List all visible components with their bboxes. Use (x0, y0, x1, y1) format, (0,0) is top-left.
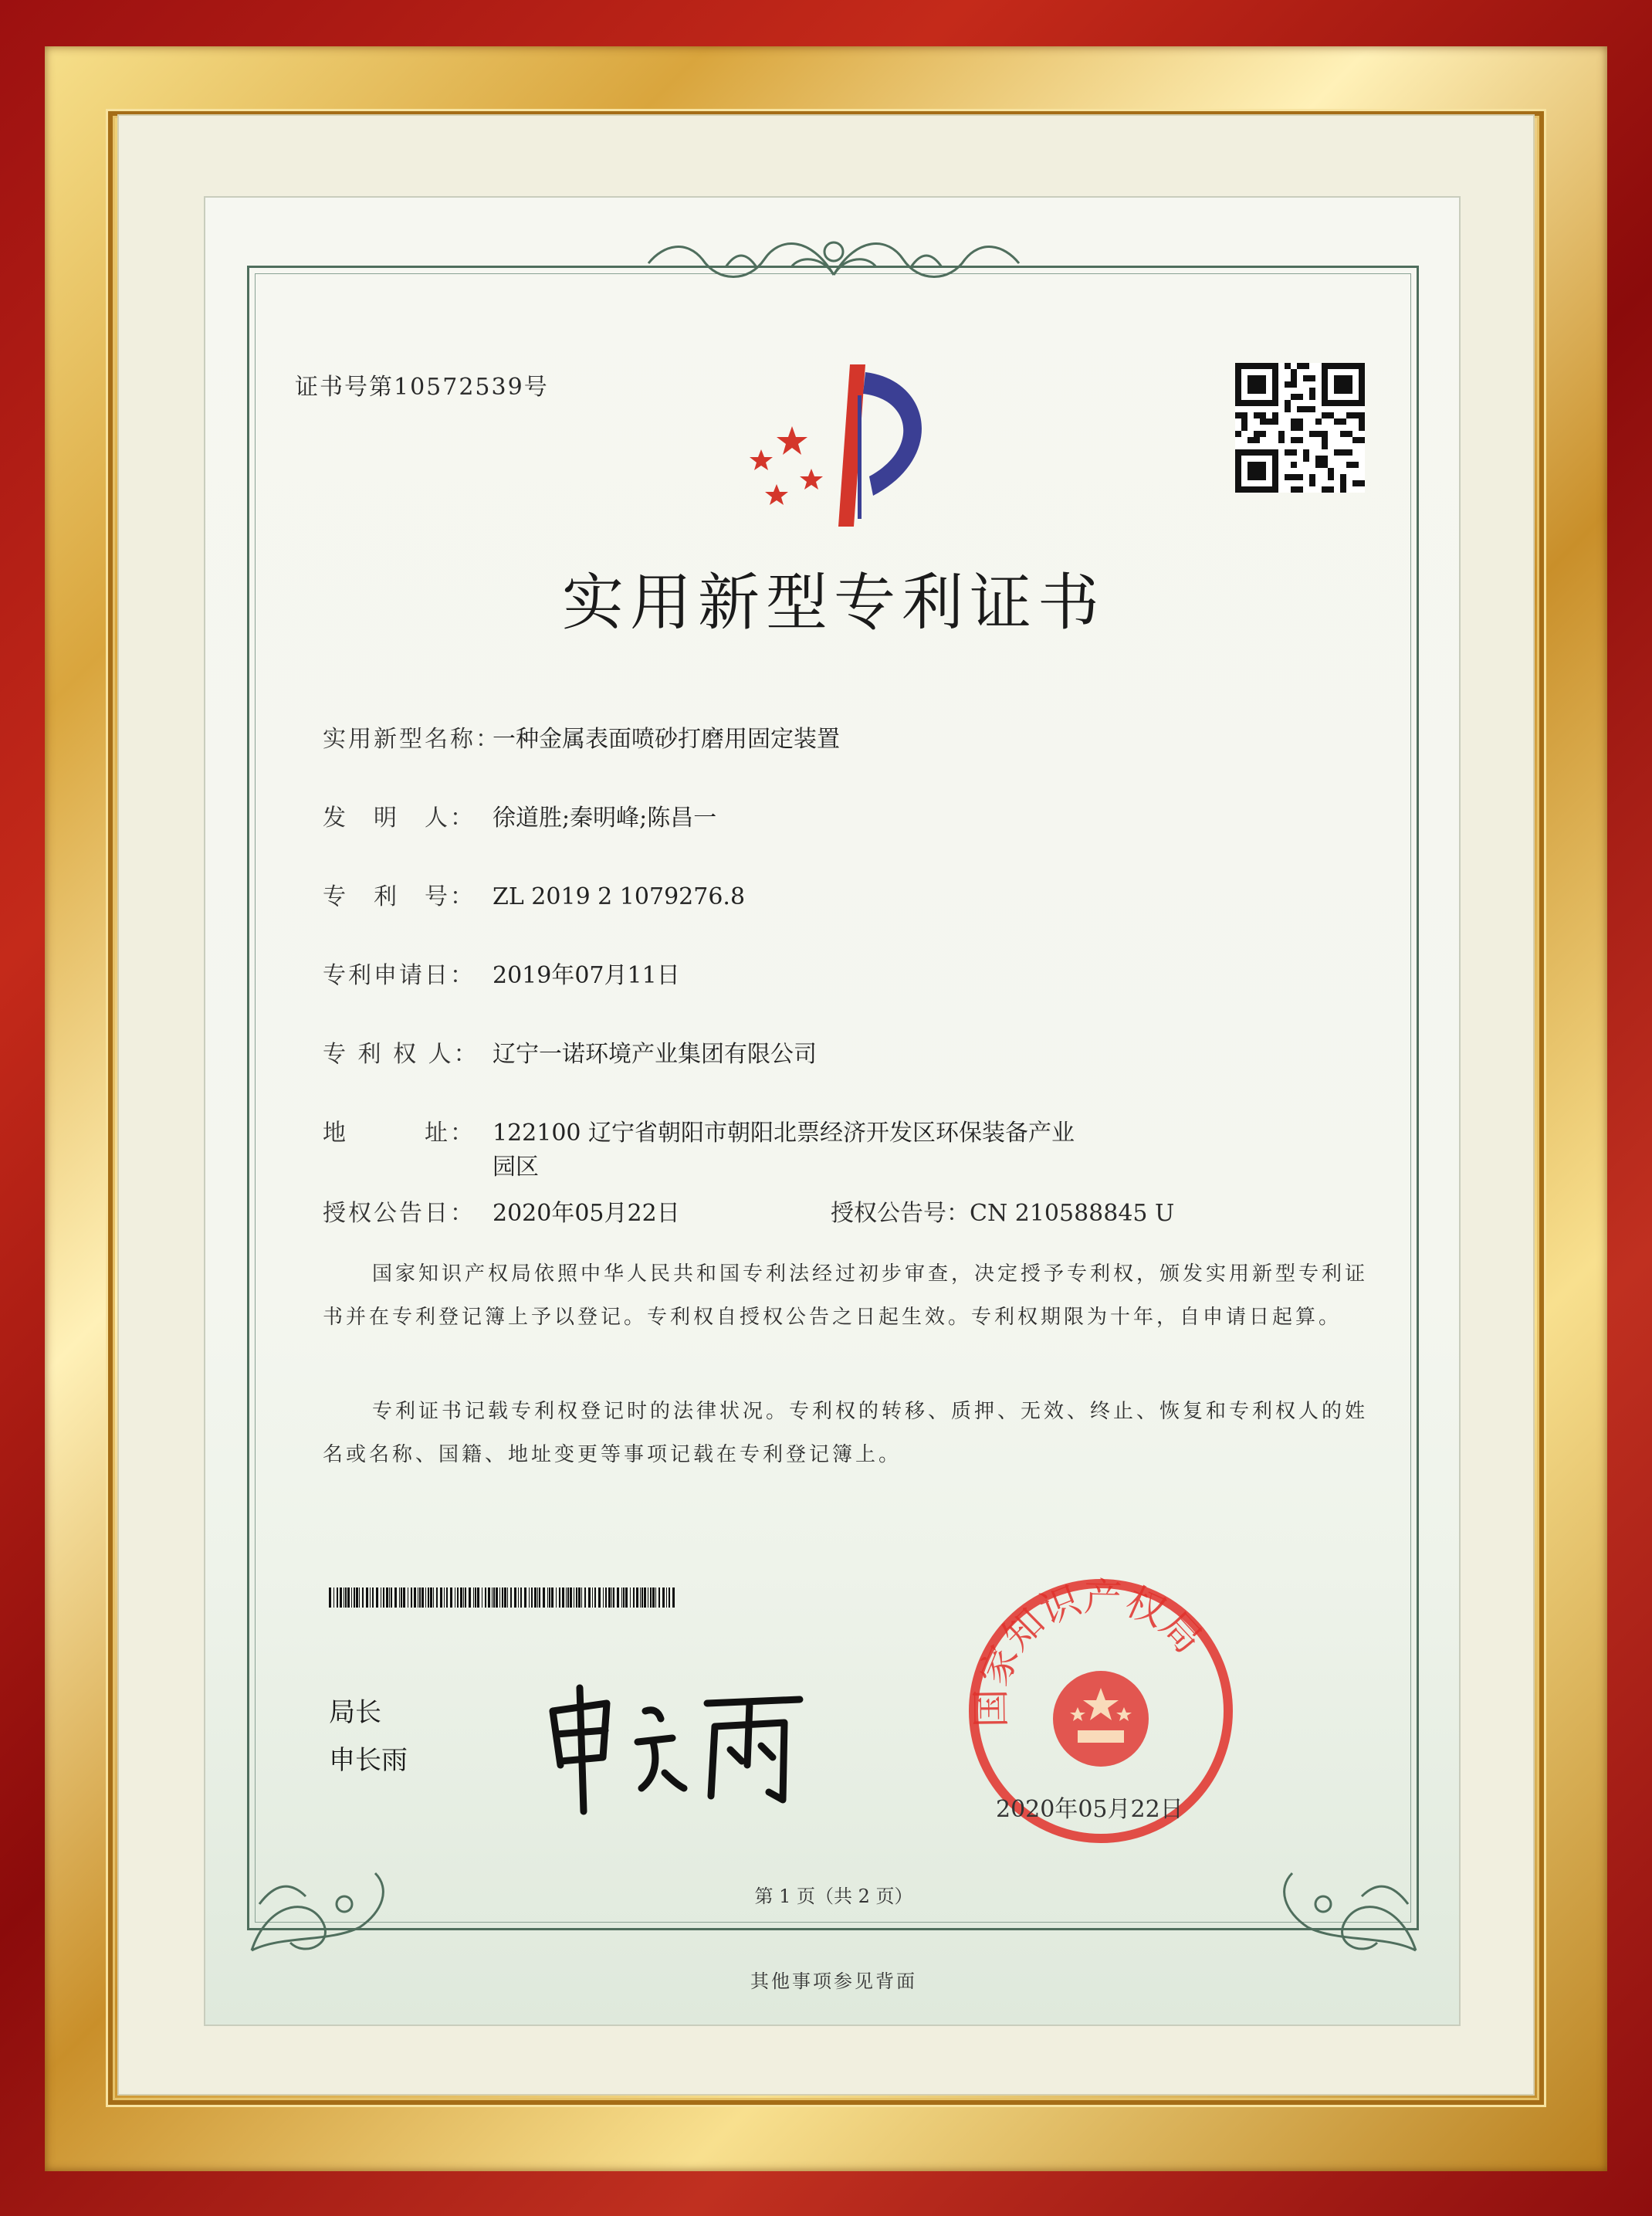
director-name: 申长雨 (329, 1745, 408, 1776)
field-row-filing-date (323, 956, 680, 990)
field-label: 专 利 号： (323, 883, 476, 910)
field-label: 专 利 权 人： (323, 1041, 479, 1068)
field-value: 一种金属表面喷砂打磨用固定装置 (493, 726, 840, 753)
director-title: 局长 (329, 1697, 381, 1728)
field-label: 专利申请日： (323, 962, 476, 989)
field-value: 辽宁一诺环境产业集团有限公司 (493, 1041, 817, 1068)
frame-mat (117, 114, 1535, 2096)
field-value: 徐道胜;秦明峰;陈昌一 (493, 805, 717, 832)
field-label: 地 址： (323, 1120, 476, 1147)
legal-paragraph-1: 国家知识产权局依照中华人民共和国专利法经过初步审查，决定授予专利权，颁发实用新型专利证书并在专利登记簿上予以登记。专利权自授权公告之日起生效。专利权期限为十年，自申请日起算。 (323, 1262, 1369, 1329)
legal-paragraph-2: 专利证书记载专利权登记时的法律状况。专利权的转移、质押、无效、终止、恢复和专利权人的姓名或名称、国籍、地址变更等事项记载在专利登记簿上。 (323, 1400, 1369, 1466)
certificate-paper (204, 196, 1461, 2026)
field-value: 122100 辽宁省朝阳市朝阳北票经济开发区环保装备产业 (493, 1120, 1075, 1147)
field-value: 2020年05月22日 (493, 1200, 680, 1227)
field-label: 发 明 人： (323, 805, 476, 832)
field-value: CN 210588845 U (970, 1200, 1175, 1227)
field-row-grant-no (831, 1194, 1174, 1228)
footer-note: 其他事项参见背面 (750, 1970, 917, 1992)
patent-office-logo-icon (730, 349, 962, 542)
field-value: 2019年07月11日 (493, 962, 680, 989)
seal-date: 2020年05月22日 (996, 1796, 1183, 1823)
certificate-title: 实用新型专利证书 (562, 567, 1105, 639)
certificate-number: 证书号第10572539号 (295, 374, 549, 401)
field-row-grant-date (323, 1194, 680, 1228)
field-row-name (323, 720, 840, 754)
field-row-holder (323, 1035, 817, 1069)
field-label: 授权公告日： (323, 1200, 476, 1227)
field-row-address (323, 1113, 1075, 1147)
field-row-inventor (323, 798, 716, 832)
qr-code-icon (1235, 363, 1365, 493)
address-line-2: 园区 (493, 1154, 539, 1181)
page-number: 第 1 页（共 2 页） (754, 1886, 913, 1907)
field-label: 实用新型名称： (323, 726, 501, 753)
seal-text: 国家知识产权局 (968, 1574, 1211, 1728)
field-value: ZL 2019 2 1079276.8 (493, 883, 746, 910)
field-label: 授权公告号： (831, 1200, 970, 1227)
top-ornament-icon (633, 221, 1034, 298)
barcode-icon (329, 1587, 676, 1608)
field-row-patent-no (323, 877, 745, 911)
director-signature-icon (537, 1665, 831, 1819)
